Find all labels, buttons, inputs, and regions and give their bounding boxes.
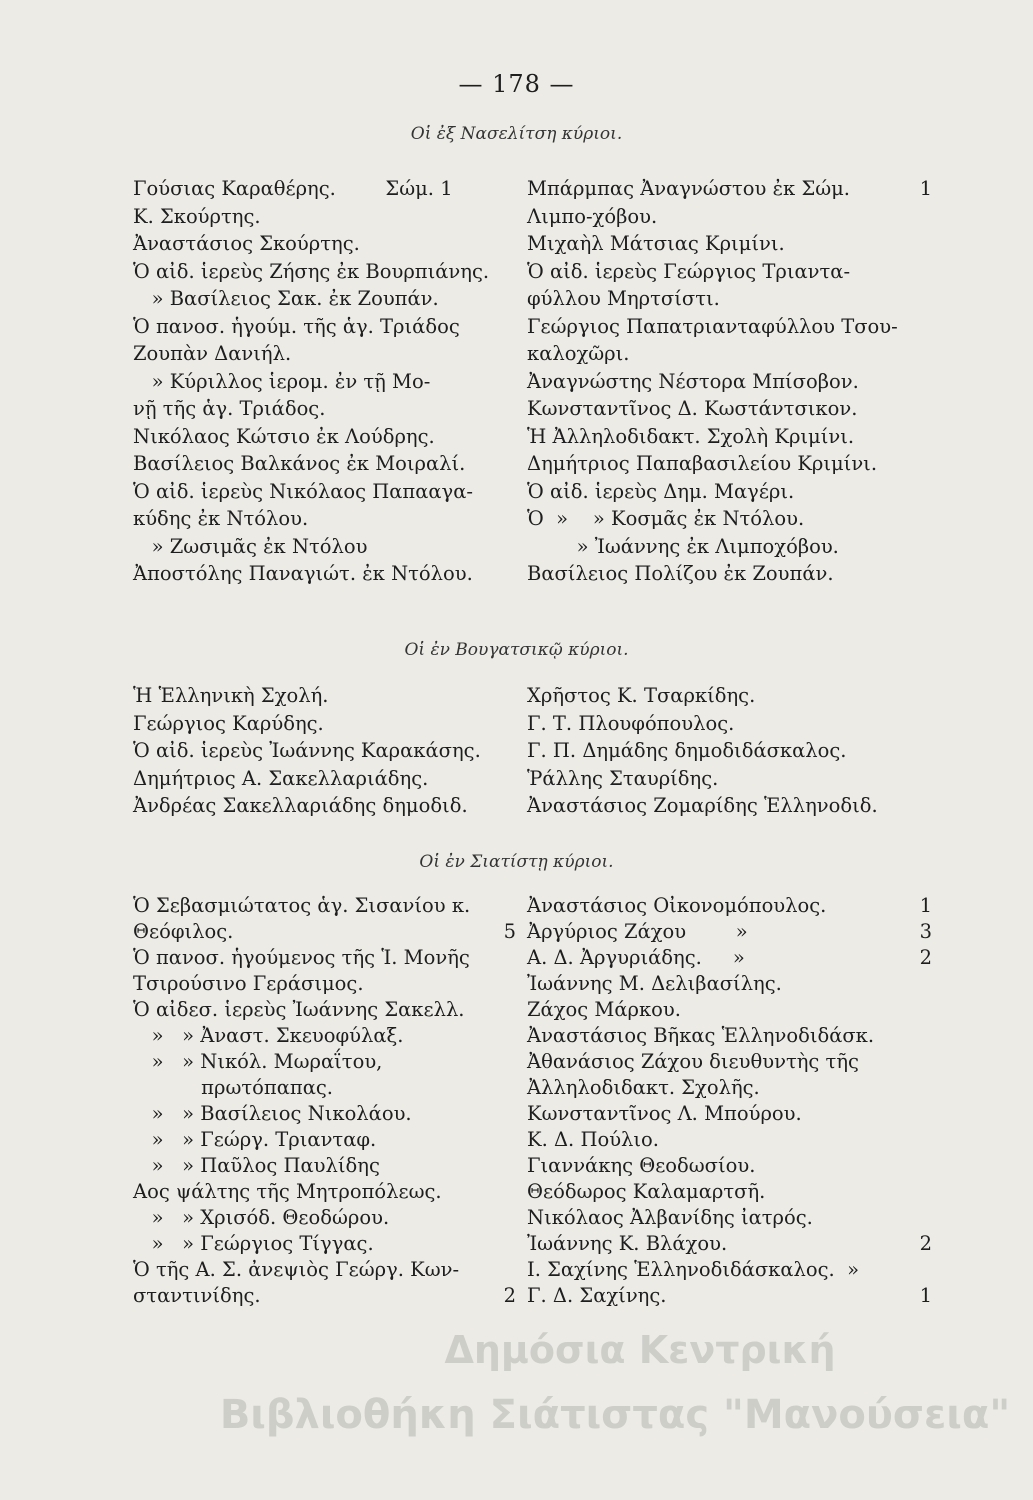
entry-line <box>527 710 932 738</box>
entry-line <box>527 1179 932 1205</box>
entry-line <box>133 1231 516 1257</box>
entry-line <box>133 1101 516 1127</box>
entry-text: Ἰωάννης Κ. Βλάχου. <box>527 1232 728 1255</box>
entry-text: Ζουπὰν Δανιήλ. <box>133 342 292 365</box>
watermark-line-2: Βιβλιοθήκη Σιάτιστας "Μανούσεια" <box>219 1392 1011 1438</box>
entry-line <box>527 1023 932 1049</box>
entry-text: Γούσιας Καραθέρης. Σώμ. 1 <box>133 177 453 200</box>
entry-line <box>527 175 932 203</box>
entry-line <box>527 765 932 793</box>
entry-text: Ἡ Ἑλληνικὴ Σχολή. <box>133 684 329 707</box>
entry-line <box>133 560 513 588</box>
entry-line <box>133 285 513 313</box>
entry-text: Δημήτριος Παπαβασιλείου Κριμίνι. <box>527 452 878 475</box>
entry-line <box>133 765 513 793</box>
entry-text: Ἀναστάσιος Σκούρτης. <box>133 232 360 255</box>
entry-text: Ἡ Ἀλληλοδιδακτ. Σχολὴ Κριμίνι. <box>527 424 855 448</box>
entry-text: Θεόφιλος. <box>133 920 234 943</box>
entry-line <box>133 737 513 765</box>
entry-line <box>133 792 513 820</box>
entry-line <box>133 1023 516 1049</box>
entry-line <box>527 1127 932 1153</box>
entry-text: Μιχαὴλ Μάτσιας Κριμίνι. <box>527 232 785 255</box>
entry-line <box>527 478 932 506</box>
section-title-naselitsi: Οἱ ἐξ Νασελίτση κύριοι. <box>410 124 623 144</box>
entry-line <box>527 919 932 945</box>
entry-text: Βασίλειος Πολίζου ἐκ Ζουπάν. <box>527 562 834 585</box>
entry-text: Ὁ αἰδ. ἱερεὺς Δημ. Μαγέρι. <box>527 479 795 503</box>
entry-line <box>527 450 932 478</box>
entry-line <box>133 505 513 533</box>
entry-text: Γ. Τ. Πλουφόπουλος. <box>527 711 735 735</box>
entry-line <box>133 1205 516 1231</box>
section-title-siatista: Οἱ ἐν Σιατίστῃ κύριοι. <box>419 852 614 872</box>
entry-line <box>527 893 932 919</box>
section1-right-column <box>527 175 932 588</box>
entry-text: Δημήτριος Α. Σακελλαριάδης. <box>133 766 429 790</box>
entry-count: 5 <box>503 920 516 943</box>
entry-text: Τσιρούσινο Γεράσιμος. <box>133 972 364 995</box>
entry-line <box>527 395 932 423</box>
entry-text: Ἀργύριος Ζάχου » <box>527 920 748 943</box>
entry-line <box>527 792 932 820</box>
entry-text: Θεόδωρος Καλαμαρτσῆ. <box>527 1180 766 1203</box>
entry-text: Α. Δ. Ἀργυριάδης. » <box>527 946 745 969</box>
entry-line <box>133 945 516 971</box>
entry-text: » » Γεώργ. Τριανταφ. <box>133 1128 377 1151</box>
entry-text: νῇ τῆς ἁγ. Τριάδος. <box>133 397 326 420</box>
entry-text: Λιμπο-χόβου. <box>527 204 658 228</box>
entry-line <box>527 737 932 765</box>
entry-text: Νικόλαος Ἀλβανίδης ἰατρός. <box>527 1206 813 1229</box>
entry-line <box>133 175 513 203</box>
entry-line <box>527 203 932 231</box>
entry-line <box>527 1101 932 1127</box>
entry-line <box>527 1257 932 1283</box>
entry-line <box>527 1049 932 1075</box>
entry-text: » Ζωσιμᾶς ἐκ Ντόλου <box>133 534 368 558</box>
entry-text: Ὁ αἰδ. ἱερεὺς Νικόλαος Παπααγα- <box>133 479 473 503</box>
entry-line <box>133 997 516 1023</box>
entry-line <box>527 423 932 451</box>
entry-text: » » Γεώργιος Τίγγας. <box>133 1232 374 1255</box>
entry-line <box>527 1153 932 1179</box>
entry-line <box>527 560 932 588</box>
entry-text: Ὁ αἰδ. ἱερεὺς Ἰωάννης Καρακάσης. <box>133 739 481 762</box>
entry-line <box>527 313 932 341</box>
entry-line <box>133 230 513 258</box>
entry-text: Γεώργιος Καρύδης. <box>133 711 324 735</box>
entry-text: » » Χρισόδ. Θεοδώρου. <box>133 1206 390 1229</box>
entry-line <box>133 1153 516 1179</box>
entry-line <box>527 1231 932 1257</box>
entry-text: Ὁ τῆς Α. Σ. ἀνεψιὸς Γεώργ. Κων- <box>133 1258 460 1281</box>
entry-text: Ὁ αἰδ. ἱερεὺς Ζήσης ἐκ Βουρπιάνης. <box>133 259 490 283</box>
entry-text: Ῥάλλης Σταυρίδης. <box>527 766 719 790</box>
entry-line <box>133 340 513 368</box>
entry-line <box>527 682 932 710</box>
section-title-vougatsiko: Οἱ ἐν Βουγατσικῷ κύριοι. <box>404 640 629 660</box>
entry-text: Ὁ αἰδεσ. ἱερεὺς Ἰωάννης Σακελλ. <box>133 998 465 1021</box>
entry-line <box>527 1205 932 1231</box>
entry-text: Ἀλληλοδιδακτ. Σχολῆς. <box>527 1076 760 1099</box>
section2-right-column <box>527 682 932 820</box>
watermark-line-1: Δημόσια Κεντρική <box>444 1328 836 1372</box>
entry-text: Ι. Σαχίνης Ἑλληνοδιδάσκαλος. » <box>527 1258 860 1281</box>
entry-text: Μπάρμπας Ἀναγνώστου ἐκ Σώμ. <box>527 177 851 200</box>
entry-line <box>527 368 932 396</box>
entry-line <box>527 258 932 286</box>
entry-text: Ἀνδρέας Σακελλαριάδης δημοδιδ. <box>133 794 468 817</box>
entry-text: Κ. Δ. Πούλιο. <box>527 1128 659 1151</box>
entry-line <box>133 313 513 341</box>
entry-count: 1 <box>919 894 932 917</box>
entry-text: » Ἰωάννης ἐκ Λιμποχόβου. <box>527 534 839 558</box>
entry-text: Ἀναστάσιος Ζομαρίδης Ἑλληνοδιδ. <box>527 794 878 817</box>
entry-line <box>527 971 932 997</box>
entry-line <box>133 1049 516 1075</box>
entry-text: Νικόλαος Κώτσιο ἐκ Λούδρης. <box>133 424 435 448</box>
entry-line <box>133 1283 516 1309</box>
entry-line <box>133 682 513 710</box>
section3-left-column <box>133 893 516 1309</box>
entry-line <box>527 1075 932 1101</box>
entry-text: » » Βασίλειος Νικολάου. <box>133 1102 412 1125</box>
entry-text: Ἀποστόλης Παναγιώτ. ἐκ Ντόλου. <box>133 562 473 585</box>
entry-text: Γ. Δ. Σαχίνης. <box>527 1284 667 1307</box>
entry-line <box>133 395 513 423</box>
entry-count: 1 <box>919 177 932 200</box>
entry-text: Ὁ πανοσ. ἡγούμενος τῆς Ἱ. Μονῆς <box>133 946 470 969</box>
entry-text: φύλλου Μηρτσίστι. <box>527 287 720 310</box>
entry-line <box>133 368 513 396</box>
entry-text: Αος ψάλτης τῆς Μητροπόλεως. <box>133 1180 442 1203</box>
entry-line <box>527 997 932 1023</box>
section1-left-column <box>133 175 513 588</box>
entry-line <box>133 919 516 945</box>
entry-text: Γ. Π. Δημάδης δημοδιδάσκαλος. <box>527 739 847 762</box>
entry-text: πρωτόπαπας. <box>133 1076 333 1099</box>
entry-line <box>133 258 513 286</box>
entry-line <box>133 971 516 997</box>
entry-text: Ἀναστάσιος Οἰκονομόπουλος. <box>527 894 827 917</box>
entry-text: Ἀναγνώστης Νέστορα Μπίσοβον. <box>527 369 859 393</box>
entry-text: Βασίλειος Βαλκάνος ἐκ Μοιραλί. <box>133 452 466 475</box>
entry-text: Ὁ » » Κοσμᾶς ἐκ Ντόλου. <box>527 507 805 530</box>
entry-line <box>133 1257 516 1283</box>
entry-line <box>133 450 513 478</box>
entry-line <box>527 533 932 561</box>
entry-text: Κωνσταντῖνος Λ. Μπούρου. <box>527 1102 802 1125</box>
section2-left-column <box>133 682 513 820</box>
entry-text: Κ. Σκούρτης. <box>133 204 261 228</box>
entry-line <box>133 893 516 919</box>
section3-right-column <box>527 893 932 1309</box>
entry-text: κύδης ἐκ Ντόλου. <box>133 507 309 530</box>
entry-line <box>527 285 932 313</box>
entry-line <box>527 505 932 533</box>
entry-line <box>133 203 513 231</box>
entry-count: 1 <box>919 1284 932 1307</box>
entry-text: Γιαννάκης Θεοδωσίου. <box>527 1154 756 1177</box>
entry-count: 2 <box>503 1284 516 1307</box>
entry-text: Ὁ αἰδ. ἱερεὺς Γεώργιος Τριαντα- <box>527 259 851 283</box>
entry-text: Ὁ πανοσ. ἡγούμ. τῆς ἁγ. Τριάδος <box>133 314 460 338</box>
entry-text: » » Παῦλος Παυλίδης <box>133 1154 380 1177</box>
entry-line <box>133 1127 516 1153</box>
entry-text: Ἀναστάσιος Βῆκας Ἑλληνοδιδάσκ. <box>527 1024 875 1047</box>
entry-text: Ἀθανάσιος Ζάχου διευθυντὴς τῆς <box>527 1050 859 1073</box>
entry-text: Κωνσταντῖνος Δ. Κωστάντσικον. <box>527 397 858 420</box>
entry-count: 2 <box>919 946 932 969</box>
entry-count: 3 <box>919 920 932 943</box>
entry-line <box>133 1075 516 1101</box>
entry-text: » Βασίλειος Σακ. ἐκ Ζουπάν. <box>133 287 439 310</box>
entry-line <box>527 1283 932 1309</box>
page-number: — 178 — <box>458 70 575 98</box>
entry-text: Γεώργιος Παπατριανταφύλλου Τσου- <box>527 314 898 338</box>
entry-line <box>133 533 513 561</box>
entry-line <box>133 423 513 451</box>
entry-text: » » Ἀναστ. Σκευοφύλαξ. <box>133 1024 404 1047</box>
entry-text: Ζάχος Μάρκου. <box>527 998 681 1021</box>
entry-text: » Κύριλλος ἱερομ. ἐν τῇ Μο- <box>133 369 431 393</box>
entry-text: Ἰωάννης Μ. Δελιβασίλης. <box>527 972 782 995</box>
entry-text: Χρῆστος Κ. Τσαρκίδης. <box>527 684 756 707</box>
entry-text: » » Νικόλ. Μωραΐτου, <box>133 1050 383 1073</box>
entry-count: 2 <box>919 1232 932 1255</box>
entry-text: σταντινίδης. <box>133 1284 261 1307</box>
entry-line <box>527 230 932 258</box>
entry-text: Ὁ Σεβασμιώτατος ἁγ. Σισανίου κ. <box>133 894 471 917</box>
entry-text: καλοχῶρι. <box>527 342 630 365</box>
entry-line <box>133 478 513 506</box>
entry-line <box>527 340 932 368</box>
entry-line <box>133 710 513 738</box>
entry-line <box>527 945 932 971</box>
entry-line <box>133 1179 516 1205</box>
